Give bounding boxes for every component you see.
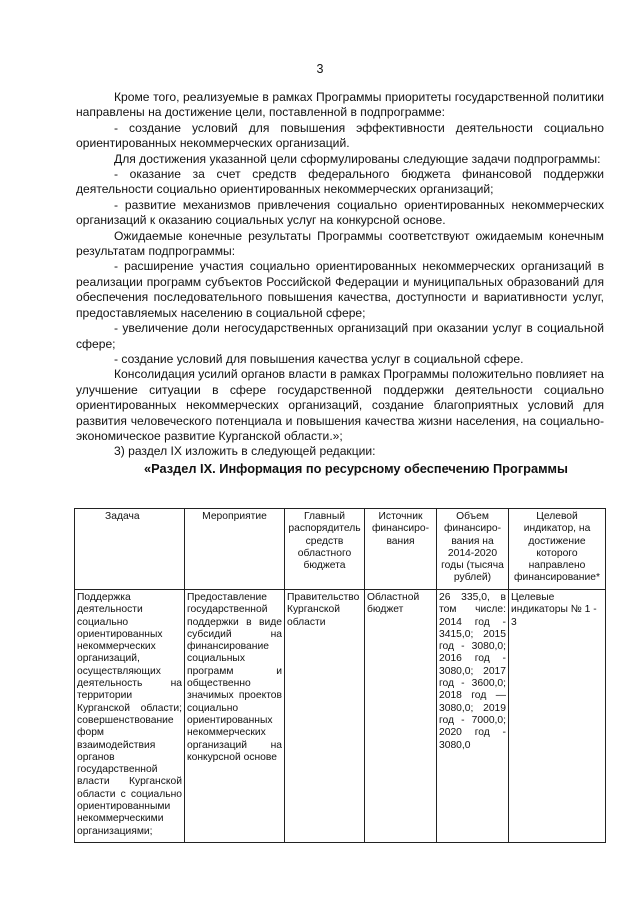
paragraph-priorities: Кроме того, реализуемые в рамках Программы приоритеты государственной политики направлены на достижение цели, поставленной в подпрограмме: — [76, 90, 604, 120]
cell-measure: Предоставление государственной поддержки в виде субсидий на финансирование социальных программ и общественно значимых проектов социально ориентированных некоммерческих организаций на конкурсной основе — [185, 590, 285, 843]
cell-source: Областной бюджет — [365, 590, 437, 843]
paragraph-results-intro: Ожидаемые конечные результаты Программы соответствуют ожидаемым конечным результатам подпрограммы: — [76, 228, 604, 259]
paragraph-tasks-intro: Для достижения указанной цели сформулированы следующие задачи подпрограммы: — [114, 151, 601, 166]
resource-table — [74, 508, 606, 843]
table-row — [75, 590, 606, 843]
paragraph-result-1: - расширение участия социально ориентированных некоммерческих организаций в реализации программ субъектов Российской Федерации и муниципальных образований для обеспечения последовательного повышения качества, доступности и вариативности услуг, предоставляемых населению в социальной сфере; — [76, 259, 604, 320]
header-source: Источник финансиро-вания — [365, 509, 437, 590]
paragraph-result-2: - увеличение доли негосударственных организаций при оказании услуг в социальной сфере; — [76, 321, 604, 351]
paragraph-task-1: - оказание за счет средств федерального бюджета финансовой поддержки деятельности социально ориентированных некоммерческих организаций; — [76, 167, 604, 197]
document-body — [76, 90, 604, 476]
cell-task: Поддержка деятельности социально ориентированных некоммерческих организаций, осуществляющих деятельность на территории Курганской области; совершенствование форм взаимодействия органов государственной власти Курганской области с социально ориентированными некоммерческими организациями; — [75, 590, 185, 843]
header-measure: Мероприятие — [185, 509, 285, 590]
page-number: 3 — [316, 62, 324, 76]
table-header-row — [75, 509, 606, 590]
cell-indicator: Целевые индикаторы № 1 - 3 — [509, 590, 606, 843]
paragraph-section-amendment: 3) раздел IX изложить в следующей редакции: — [114, 444, 376, 459]
section-title: «Раздел IX. Информация по ресурсному обеспечению Программы — [144, 460, 568, 476]
header-manager: Главный распорядитель средств областного бюджета — [285, 509, 365, 590]
cell-amounts: 26 335,0, в том числе: 2014 год - 3415,0; 2015 год - 3080,0; 2016 год - 3080,0; 2017 год - 3600,0; 2018 год — 3080,0; 2019 год - 7000,0; 2020 год - 3080,0 — [437, 590, 509, 843]
header-amount: Объем финансиро-вания на 2014-2020 годы (тысяча рублей) — [437, 509, 509, 590]
cell-manager: Правительство Курганской области — [285, 590, 365, 843]
paragraph-goal-item: - создание условий для повышения эффективности деятельности социально ориентированных некоммерческих организаций. — [76, 120, 604, 151]
header-indicator: Целевой индикатор, на достижение которого направлено финансирование* — [509, 509, 606, 590]
paragraph-result-3: - создание условий для повышения качества услуг в социальной сфере. — [114, 351, 524, 366]
paragraph-task-2: - развитие механизмов привлечения социально ориентированных некоммерческих организаций к оказанию социальных услуг на конкурсной основе. — [76, 197, 604, 228]
header-task: Задача — [75, 509, 185, 590]
paragraph-consolidation: Консолидация усилий органов власти в рамках Программы положительно повлияет на улучшение ситуации в сфере государственной поддержки деятельности социально ориентированных некоммерческих организаций, создание благоприятных условий для развития человеческого потенциала и повышения качества жизни населения, на социально-экономическое развитие Курганской области.»; — [76, 367, 604, 443]
